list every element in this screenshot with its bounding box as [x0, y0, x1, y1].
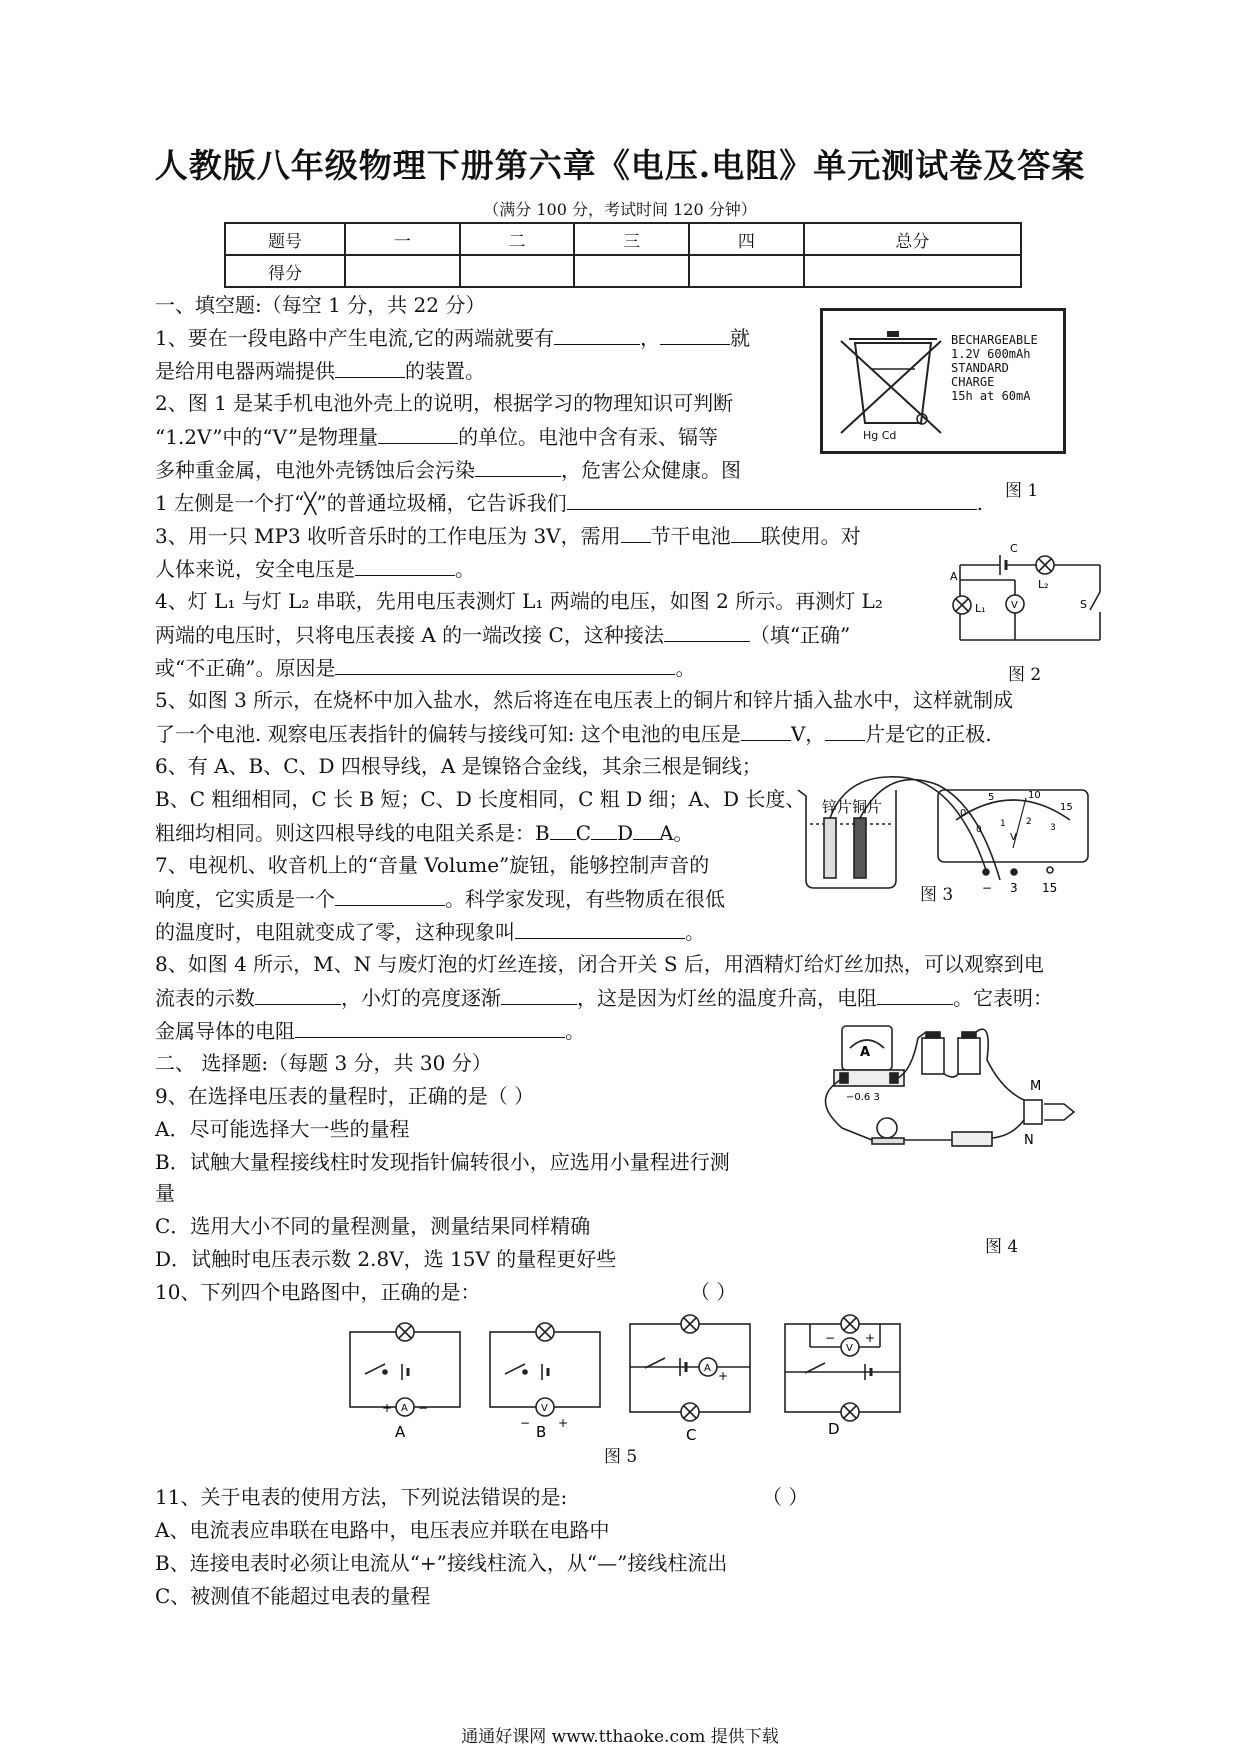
meter-unit: V [1010, 832, 1017, 843]
score-table [224, 222, 1022, 288]
exam-info: （满分 100 分，考试时间 120 分钟） [483, 200, 757, 219]
question-2-line-2: “1.2V”中的“V”是物理量 的单位。电池中含有汞、镉等 [155, 421, 718, 452]
svg-text:−: − [520, 1416, 531, 1430]
l2-label: L₂ [1038, 578, 1049, 591]
section2-heading: 二、 选择题:（每题 3 分，共 30 分） [155, 1051, 492, 1075]
score-header-cell: 总分 [804, 223, 1021, 255]
question-2-line-1: 2、图 1 是某手机电池外壳上的说明，根据学习的物理知识可判断 [155, 391, 734, 415]
svg-text:A: A [704, 1363, 711, 1374]
score-cell[interactable] [804, 255, 1021, 287]
question-9-option-d[interactable]: D．试触时电压表示数 2.8V，选 15V 的量程更好些 [155, 1247, 617, 1271]
question-11-option-a[interactable]: A、电流表应串联在电路中，电压表应并联在电路中 [155, 1518, 610, 1542]
l1-label: L₁ [975, 602, 986, 615]
page-footer: 通通好课网 www.tthaoke.com 提供下载 [461, 1727, 779, 1747]
scale-bottom-1: 1 [1000, 819, 1006, 829]
circuit-b-label: B [536, 1423, 547, 1441]
svg-text:A: A [401, 1403, 408, 1414]
svg-text:−: − [418, 1401, 429, 1415]
voltmeter-symbol: V [1011, 600, 1018, 611]
figure-2-circuit [950, 540, 1120, 660]
question-9-option-c[interactable]: C．选用大小不同的量程测量，测量结果同样精确 [155, 1214, 591, 1238]
scale-bottom-3: 3 [1050, 823, 1056, 833]
figure-3-salt-water-battery [788, 760, 1098, 900]
scale-top-15: 15 [1060, 802, 1073, 813]
question-9-option-a[interactable]: A．尽可能选择大一些的量程 [155, 1117, 410, 1141]
score-cell[interactable] [574, 255, 689, 287]
scale-top-5: 5 [988, 792, 995, 803]
figure-4-filament-circuit [812, 1020, 1102, 1170]
question-11-stem: 11、关于电表的使用方法，下列说法错误的是: [155, 1485, 568, 1509]
page-title: 人教版八年级物理下册第六章《电压.电阻》单元测试卷及答案 [154, 146, 1086, 185]
question-9-option-b-cont: 量 [155, 1181, 175, 1205]
figure-1-battery-label [820, 308, 1066, 454]
score-header-cell: 二 [460, 223, 575, 255]
question-4-line-3: 或“不正确”。原因是 。 [155, 652, 695, 683]
switch-label: S [1080, 598, 1087, 611]
svg-text:+: + [865, 1331, 876, 1345]
figure-1-caption: 图 1 [1005, 481, 1039, 501]
scale-bottom-2: 2 [1026, 817, 1032, 827]
question-2-line-4: 1 左侧是一个打“╳”的普通垃圾桶，它告诉我们 . [155, 487, 983, 518]
score-table-header-row [225, 223, 1021, 255]
question-4-line-2: 两端的电压时，只将电压表接 A 的一端改接 C，这种接法 （填“正确” [155, 619, 850, 650]
terminal-m-label: M [1030, 1079, 1042, 1094]
figure-4-caption: 图 4 [985, 1237, 1019, 1257]
copper-plate-label: 铜片 [852, 798, 883, 816]
svg-text:+: + [718, 1369, 729, 1383]
score-header-cell: 一 [345, 223, 460, 255]
scale-bottom-0: 0 [976, 825, 982, 835]
svg-text:V: V [541, 1403, 548, 1414]
point-c-label: C [1010, 542, 1018, 555]
question-1-line-1: 1、要在一段电路中产生电流,它的两端就要有 ， 就 [155, 322, 750, 353]
question-6-line-1: 6、有 A、B、C、D 四根导线，A 是镍铬合金线，其余三根是铜线； [155, 754, 762, 778]
circuit-c-label: C [686, 1426, 697, 1442]
score-header-cell: 三 [574, 223, 689, 255]
figure-3-caption: 图 3 [920, 885, 954, 905]
question-6-line-2: B、C 粗细相同，C 长 B 短；C、D 长度相同，C 粗 D 细；A、D 长度、 [155, 787, 806, 811]
score-header-cell: 四 [689, 223, 804, 255]
score-cell[interactable] [689, 255, 804, 287]
scale-top-10: 10 [1028, 790, 1041, 801]
question-8-line-3: 金属导体的电阻 。 [155, 1015, 585, 1046]
terminal-n-label: N [1024, 1133, 1034, 1148]
figure-5-caption: 图 5 [604, 1447, 638, 1467]
circuit-d-label: D [828, 1420, 840, 1438]
ammeter-symbol: A [860, 1045, 871, 1060]
svg-text:V: V [846, 1343, 853, 1354]
question-8-line-2: 流表的示数 ，小灯的亮度逐渐 ，这是因为灯丝的温度升高，电阻 。它表明： [155, 982, 1053, 1013]
question-9-stem: 9、在选择电压表的量程时，正确的是（ ） [155, 1084, 535, 1108]
point-a-label: A [950, 570, 958, 583]
circuit-a-label: A [395, 1423, 406, 1441]
question-2-line-3: 多种重金属，电池外壳锈蚀后会污染 ，危害公众健康。图 [155, 454, 741, 485]
question-8-line-1: 8、如图 4 所示，M、N 与废灯泡的灯丝连接，闭合开关 S 后，用酒精灯给灯丝加热，可以观察到电 [155, 952, 1044, 976]
scale-top-0: 0 [960, 808, 967, 819]
ammeter-scale: −0.6 3 [846, 1092, 880, 1103]
question-5-line-2: 了一个电池. 观察电压表指针的偏转与接线可知: 这个电池的电压是 V， 片是它的正极. [155, 718, 992, 749]
svg-text:+: + [382, 1401, 393, 1415]
score-cell[interactable] [345, 255, 460, 287]
zinc-plate-label: 锌片 [822, 798, 853, 816]
question-11-option-b[interactable]: B、连接电表时必须让电流从“+”接线柱流入，从“—”接线柱流出 [155, 1551, 728, 1575]
svg-text:−: − [825, 1331, 836, 1345]
question-11-option-c[interactable]: C、被测值不能超过电表的量程 [155, 1584, 431, 1608]
score-row-label: 得分 [225, 255, 345, 287]
score-cell[interactable] [460, 255, 575, 287]
question-7-line-2: 响度，它实质是一个 。科学家发现，有些物质在很低 [155, 883, 725, 914]
question-4-line-1: 4、灯 L₁ 与灯 L₂ 串联，先用电压表测灯 L₁ 两端的电压，如图 2 所示。再测灯 L₂ [155, 589, 883, 613]
question-7-line-1: 7、电视机、收音机上的“音量 Volume”旋钮，能够控制声音的 [155, 853, 710, 877]
battery-spec-text: BECHARGEABLE 1.2V 600mAh STANDARD CHARGE 15h at 60mA [951, 333, 1038, 403]
terminal-minus: − [982, 881, 993, 895]
question-6-line-3: 粗细均相同。则这四根导线的电阻关系是：B C D A。 [155, 817, 694, 848]
terminal-15: 15 [1042, 881, 1058, 895]
svg-text:+: + [558, 1416, 569, 1430]
question-10-stem: 10、下列四个电路图中，正确的是： [155, 1280, 481, 1304]
question-3-line-1: 3、用一只 MP3 收听音乐时的工作电压为 3V，需用 节干电池 联使用。对 [155, 520, 861, 551]
bin-label: Hg Cd [863, 429, 897, 442]
section1-heading: 一、填空题:（每空 1 分，共 22 分） [155, 293, 486, 317]
question-5-line-1: 5、如图 3 所示，在烧杯中加入盐水，然后将连在电压表上的铜片和锌片插入盐水中，这样就制成 [155, 688, 1014, 712]
question-1-line-2: 是给用电器两端提供 的装置。 [155, 355, 485, 386]
figure-2-caption: 图 2 [1008, 665, 1042, 685]
score-table-score-row [225, 255, 1021, 287]
question-11-answer-blank[interactable]: （ ） [762, 1485, 809, 1509]
terminal-3: 3 [1010, 881, 1018, 895]
question-3-line-2: 人体来说，安全电压是 。 [155, 553, 475, 584]
question-10-answer-blank[interactable]: （ ） [690, 1280, 737, 1304]
figure-5-circuits [340, 1312, 920, 1442]
score-header-cell: 题号 [225, 223, 345, 255]
question-7-line-3: 的温度时，电阻就变成了零，这种现象叫 。 [155, 916, 705, 947]
question-9-option-b[interactable]: B．试触大量程接线柱时发现指针偏转很小，应选用小量程进行测 [155, 1150, 730, 1174]
